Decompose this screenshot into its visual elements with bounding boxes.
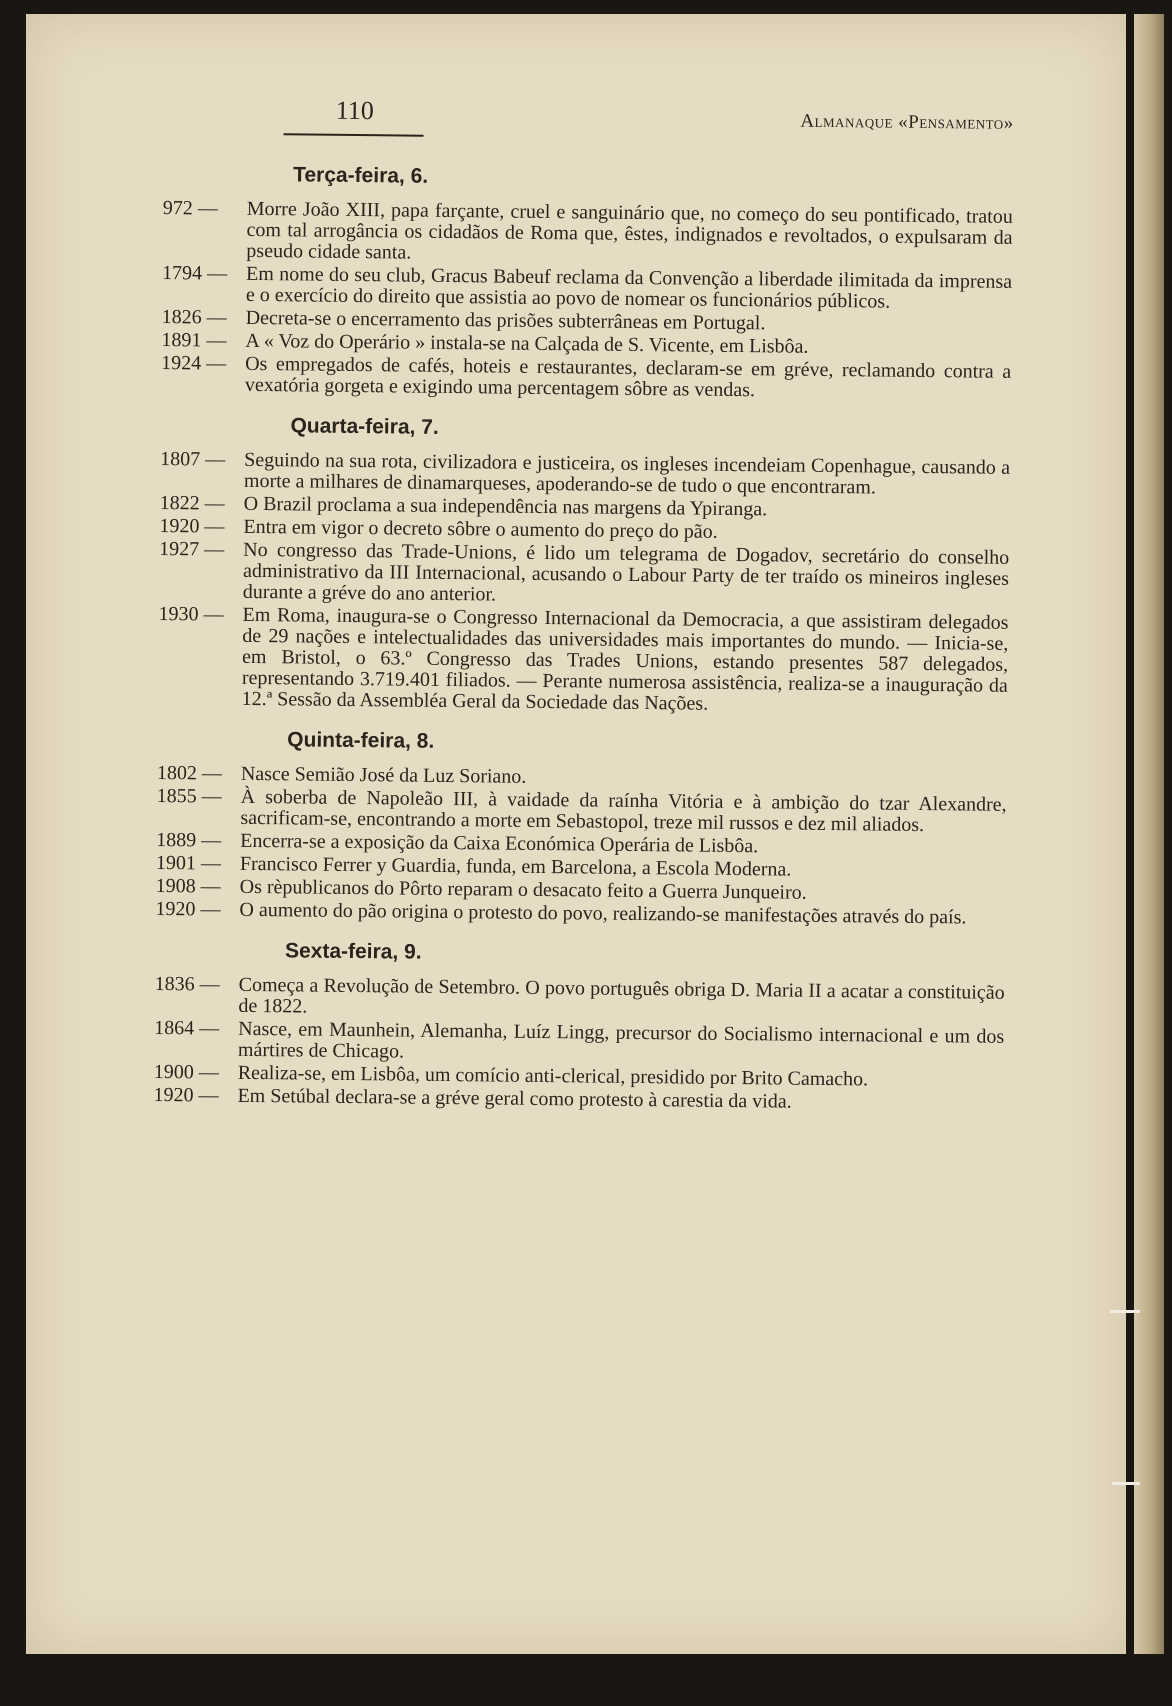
entry-year: 1802 — [156, 761, 223, 785]
page-text [153, 94, 1014, 1129]
entry-text: A « Voz do Operário » instala-se na Calçada de S. Vicente, em Lisbôa. [245, 329, 809, 358]
scan-edge-mark [1110, 1310, 1140, 1313]
entry-text: Entra em vigor o decreto sôbre o aumento do preço do pão. [243, 515, 718, 543]
entry-text: À soberba de Napoleão III, à vaidade da raínha Vitória e à ambição do tzar Alexandre, sacrificam-se, encontrando a morte em Sebastopol, treze mil russos e dez mil aliados. [240, 785, 1007, 836]
entry-text: Nasce, em Maunhein, Alemanha, Luíz Lingg, precursor do Socialismo internacional e um dos mártires de Chicago. [237, 1017, 1005, 1063]
entry-year: 1927 — [159, 537, 225, 561]
entry-year: 1924 — [161, 351, 227, 375]
entry-year: 972 — [162, 196, 218, 220]
entry-text: Realiza-se, em Lisbôa, um comício anti-clerical, presidido por Brito Camacho. [237, 1061, 869, 1091]
entry-text: Encerra-se a exposição da Caixa Económica Operária de Lisbôa. [240, 829, 759, 858]
calendar-entry [161, 353, 1011, 404]
calendar-entry [154, 974, 1004, 1025]
calendar-entry [159, 539, 1010, 611]
entry-year: 1908 — [155, 874, 221, 898]
calendar-entry [156, 786, 1006, 837]
entry-year: 1807 — [160, 447, 226, 471]
entry-year: 1889 — [156, 828, 222, 852]
entry-year: 1836 — [154, 972, 220, 996]
calendar-entry [162, 263, 1012, 314]
page-header [163, 94, 1013, 153]
calendar-entry [162, 198, 1013, 270]
entry-text: Seguindo na sua rota, civilizadora e justiceira, os ingleses incendeiam Copenhague, causando a morte a milhares de dinamarqueses, apoderando-se de tudo o que encontraram. [243, 448, 1011, 499]
entry-year: 1901 — [155, 851, 222, 875]
calendar-entry [160, 449, 1010, 500]
entry-text: Começa a Revolução de Setembro. O povo português obriga D. Maria II a acatar a constituição de 1822. [238, 973, 1005, 1018]
entry-text: Em Roma, inaugura-se o Congresso Internacional da Democracia, a que assistiram delegados de 29 nações e intelectualidades das universidades mais importantes do mundo. — Inicia-se, em Bristol, o 63.º Congresso das Trades Unions, estando presentes 587 delegados, representando 3.719.401 filiados. — Perante numerosa assistência, realiza-se a inauguração da 12.ª Sessão da Assembléa Geral da Sociedade das Nações. [241, 603, 1009, 715]
day-heading: Quinta-feira, 8. [287, 728, 435, 753]
day-section-friday [153, 938, 1005, 1115]
page-fold [1134, 14, 1164, 1654]
entry-year: 1826 — [161, 305, 227, 329]
day-section-thursday [155, 727, 1007, 929]
calendar-entry [154, 1018, 1004, 1069]
day-section-tuesday [161, 162, 1013, 404]
entry-year: 1930 — [158, 602, 224, 626]
entry-year: 1822 — [159, 491, 225, 515]
calendar-entry [158, 604, 1009, 718]
entry-year: 1900 — [153, 1060, 219, 1084]
entry-text: Decreta-se o encerramento das prisões subterrâneas em Portugal. [245, 306, 766, 335]
entry-text: Em nome do seu club, Gracus Babeuf reclama da Convenção a liberdade ilimitada da imprensa e o exercício do direito que assistia ao povo de nomear os funcionários públicos. [245, 262, 1013, 313]
day-section-wednesday [158, 413, 1011, 718]
day-heading: Sexta-feira, 9. [284, 939, 422, 964]
page-number: 110 [335, 95, 375, 126]
entry-year: 1920 — [155, 897, 221, 921]
entry-year: 1864 — [154, 1016, 220, 1040]
entry-year: 1920 — [159, 514, 225, 538]
entry-year: 1794 — [162, 261, 228, 285]
day-heading: Terça-feira, 6. [293, 163, 429, 188]
entry-year: 1891 — [161, 328, 227, 352]
entry-text: O Brazil proclama a sua independência nas margens da Ypiranga. [243, 492, 768, 521]
entry-text: Morre João XIII, papa farçante, cruel e sanguinário que, no começo do seu pontificado, tratou com tal arrogância os cidadãos de Roma que, êstes, indignados e revoltados, o expulsaram da pseudo cidade santa. [246, 197, 1013, 264]
entry-text: Os rèpublicanos do Pôrto reparam o desacato feito a Guerra Junqueiro. [239, 875, 807, 904]
entry-text: Em Setúbal declara-se a gréve geral como protesto à carestia da vida. [237, 1084, 792, 1113]
book-page [26, 14, 1126, 1654]
entry-year: 1920 — [153, 1083, 219, 1107]
page-number-rule [284, 133, 424, 136]
entry-text: O aumento do pão origina o protesto do povo, realizando-se manifestações através do país. [239, 898, 967, 929]
entry-text: Nasce Semião José da Luz Soriano. [240, 762, 527, 788]
entry-text: Francisco Ferrer y Guardia, funda, em Barcelona, a Escola Moderna. [239, 852, 792, 881]
entry-text: Os empregados de cafés, hoteis e restaurantes, declaram-se em gréve, reclamando contra a vexatória gorgeta e exigindo uma percentagem sôbre as vendas. [244, 352, 1012, 402]
day-heading: Quarta-feira, 7. [290, 414, 439, 439]
scan-edge-mark [1112, 1482, 1140, 1485]
entry-year: 1855 — [156, 784, 222, 808]
entry-text: No congresso das Trade-Unions, é lido um telegrama de Dogadov, secretário do conselho administrativo da III Internacional, acusando o Labour Party de ter traído os mineiros ingleses durante a gréve do ano anterior. [242, 538, 1010, 606]
running-title: Almanaque «Pensamento» [800, 110, 1014, 134]
